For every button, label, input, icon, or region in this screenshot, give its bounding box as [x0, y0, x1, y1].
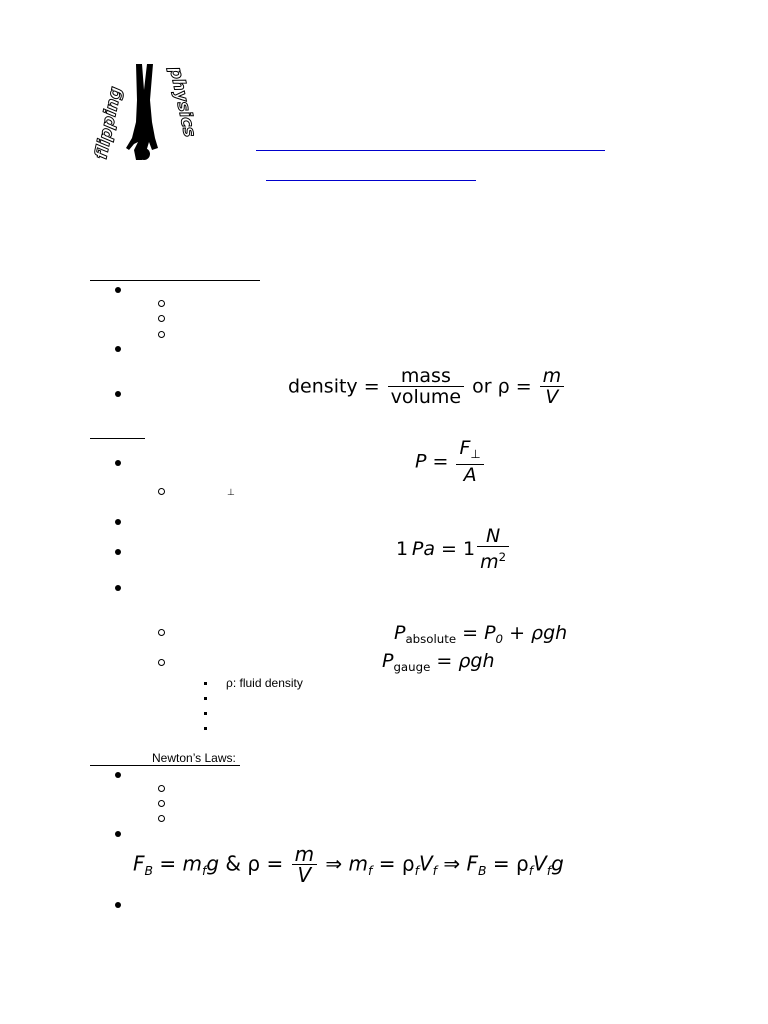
list-square-bullet [204, 727, 207, 730]
bullet [115, 391, 121, 397]
sub-bullet [158, 315, 165, 322]
bullet [115, 460, 121, 466]
svg-text:physics: physics [165, 64, 200, 139]
bullet [115, 831, 121, 837]
flipping-physics-logo [91, 60, 200, 164]
sub-bullet [158, 300, 165, 307]
density-equation: density = $\frac{\text{mass}}{\text{volume}}$ or ρ = $\frac{m}{V}$ [288, 366, 566, 408]
list-square-bullet [204, 682, 207, 685]
sub-bullet [158, 815, 165, 822]
sub-bullet [158, 331, 165, 338]
bullet [115, 287, 121, 293]
sub-bullet [158, 800, 165, 807]
section-heading-underline-pressure [90, 438, 145, 439]
header-link-underline-2[interactable] [266, 180, 476, 181]
sub-bullet [158, 659, 165, 666]
bullet [115, 346, 121, 352]
section-heading-underline-buoyancy [90, 765, 240, 766]
rho-definition: ρ: fluid density [226, 676, 303, 690]
sub-bullet [158, 785, 165, 792]
pressure-equation: P = $\frac{F_\perp}{A}$ [415, 438, 486, 486]
header-link-underline-1[interactable] [256, 150, 605, 151]
bullet [115, 549, 121, 555]
bullet [115, 772, 121, 778]
sub-bullet [158, 629, 165, 636]
bullet [115, 585, 121, 591]
section-heading-newton: Newton’s Laws: [152, 751, 236, 765]
section-heading-underline-density [90, 280, 260, 281]
handstand-figure-icon [91, 60, 200, 164]
list-square-bullet [204, 697, 207, 700]
absolute-pressure-equation: $P_{absolute} = P_0 + \rho gh$ [394, 622, 568, 647]
buoyancy-equation: $F_B = m_fg$ & ρ = $\frac{m}{V}$ ⇒ $m_f = \rho_fV_f$ ⇒ $F_B = \rho_fV_fg$ [133, 842, 564, 887]
list-square-bullet [204, 712, 207, 715]
pascal-equation: 1 Pa = 1 $\frac{N}{m^2}$ [396, 526, 511, 573]
bullet [115, 902, 121, 908]
svg-text:flipping: flipping [91, 84, 127, 162]
bullet [115, 519, 121, 525]
gauge-pressure-equation: $P_{gauge} = \rho gh$ [382, 650, 495, 675]
perpendicular-symbol: ⊥ [227, 487, 235, 497]
sub-bullet [158, 488, 165, 495]
